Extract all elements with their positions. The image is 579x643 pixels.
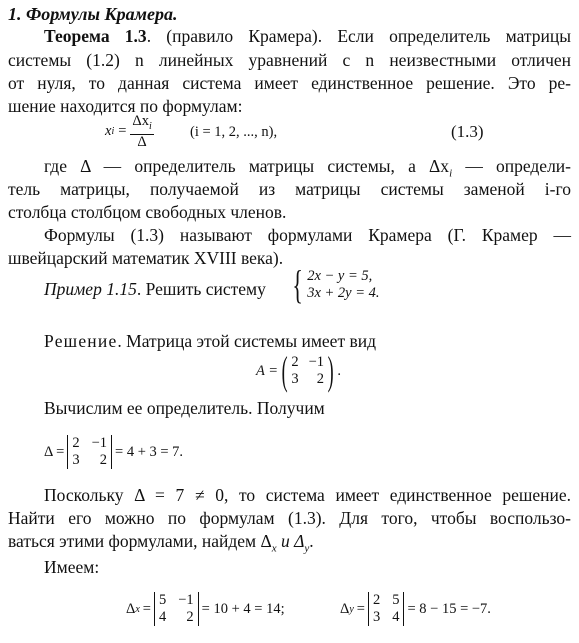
since-sub-x: x [271, 542, 277, 555]
example-label: Пример 1.15 [44, 279, 137, 299]
where-line-1-end: — определи- [452, 156, 572, 176]
det-main [44, 435, 183, 469]
det-x-a12: −1 [178, 592, 194, 608]
formula-num: Δx [132, 113, 149, 129]
since-line-2: Найти его можно по формулам (1.3). Для того, чтобы воспользо- [8, 508, 571, 528]
since-sub-y: y [304, 542, 310, 555]
det-y [340, 592, 491, 626]
det-y-a11: 2 [372, 592, 381, 608]
det-main-a11: 2 [72, 435, 80, 451]
example-system [288, 262, 380, 307]
det-x-lhs: Δ [126, 600, 136, 617]
det-x-eq: = [142, 600, 151, 617]
det-main-a22: 2 [99, 452, 108, 468]
matrix-a [256, 348, 341, 393]
formula-lhs: x [105, 123, 112, 140]
where-line-3: столбца столбцом свободных членов. [8, 202, 287, 222]
solution-label: Решение [44, 331, 118, 351]
theorem-line-3: от нуля, то данная система имеет единственное решение. Это ре- [8, 73, 571, 93]
det-y-lhs: Δ [340, 600, 350, 617]
example-text: . Решить систему [136, 279, 266, 299]
det-y-rhs: = 8 − 15 = −7. [407, 600, 491, 617]
formula-den: Δ [137, 133, 147, 150]
matrix-end: . [337, 362, 341, 379]
matrix-a22: 2 [316, 371, 325, 387]
since-line-3-text: ваться этими формулами, найдем Δ [8, 531, 272, 551]
det-x-a22: 2 [186, 609, 194, 625]
matrix-a21: 3 [291, 371, 299, 387]
since-line-1: Поскольку Δ = 7 ≠ 0, то система имеет единственное решение. [44, 485, 571, 505]
det-main-a12: −1 [91, 435, 108, 451]
formula-range: (i = 1, 2, ..., n), [190, 124, 278, 140]
section-title: 1. Формулы Крамера. [8, 4, 178, 24]
det-x-a11: 5 [158, 592, 167, 608]
theorem-line-1 [44, 25, 571, 47]
det-y-eq: = [356, 600, 365, 617]
formula-num-sub: i [148, 120, 152, 132]
where-line-2: тель матрицы, получаемой из матрицы системы заменой i-го [8, 179, 571, 199]
det-y-a12: 5 [392, 592, 400, 608]
matrix-a12: −1 [308, 354, 325, 370]
theorem-line-4: шение находится по формулам: [8, 96, 243, 116]
det-main-lhs: Δ = [44, 443, 65, 460]
det-x-sub: x [135, 603, 140, 615]
det-y-a22: 4 [392, 609, 400, 625]
compute-line: Вычислим ее определитель. Получим [44, 398, 325, 418]
det-y-a21: 3 [372, 609, 381, 625]
since-line-3-end: . [309, 531, 314, 551]
matrix-name: A = [256, 362, 279, 379]
matrix-left-paren: ( [281, 348, 288, 393]
named-line-1: Формулы (1.3) называют формулами Крамера (Г. Крамер — [44, 225, 571, 245]
det-main-a21: 3 [72, 452, 80, 468]
cramer-formula [105, 114, 154, 150]
since-line-3-mid: и Δ [276, 531, 305, 551]
solution-line [44, 330, 571, 352]
solution-text: . Матрица этой системы имеет вид [117, 331, 376, 351]
theorem-label: Теорема 1.3 [44, 26, 147, 46]
theorem-line-1-text: . (правило Крамера). Если определитель матрицы [146, 26, 572, 46]
det-x-a21: 4 [158, 609, 167, 625]
det-y-sub: y [349, 603, 354, 615]
det-main-rhs: = 4 + 3 = 7. [115, 443, 184, 460]
have-line: Имеем: [44, 557, 100, 577]
system-brace: { [292, 262, 303, 307]
system-eq-1: 2x − y = 5, [307, 268, 373, 284]
where-line-1-sub: i [449, 167, 453, 180]
theorem-line-2: системы (1.2) n линейных уравнений с n неизвестными отличен [8, 50, 571, 70]
system-eq-2: 3x + 2y = 4. [307, 285, 380, 301]
matrix-a11: 2 [291, 354, 299, 370]
formula-eq: = [118, 123, 127, 140]
named-line-2: швейцарский математик XVIII века). [8, 248, 284, 268]
formula-number: (1.3) [451, 122, 484, 141]
det-x-rhs: = 10 + 4 = 14; [201, 600, 285, 617]
matrix-right-paren: ) [327, 348, 334, 393]
where-line-1-text: где Δ — определитель матрицы системы, а Δx [44, 156, 450, 176]
det-x [126, 592, 285, 626]
formula-fraction [130, 114, 153, 150]
formula-lhs-sub: i [111, 126, 115, 138]
